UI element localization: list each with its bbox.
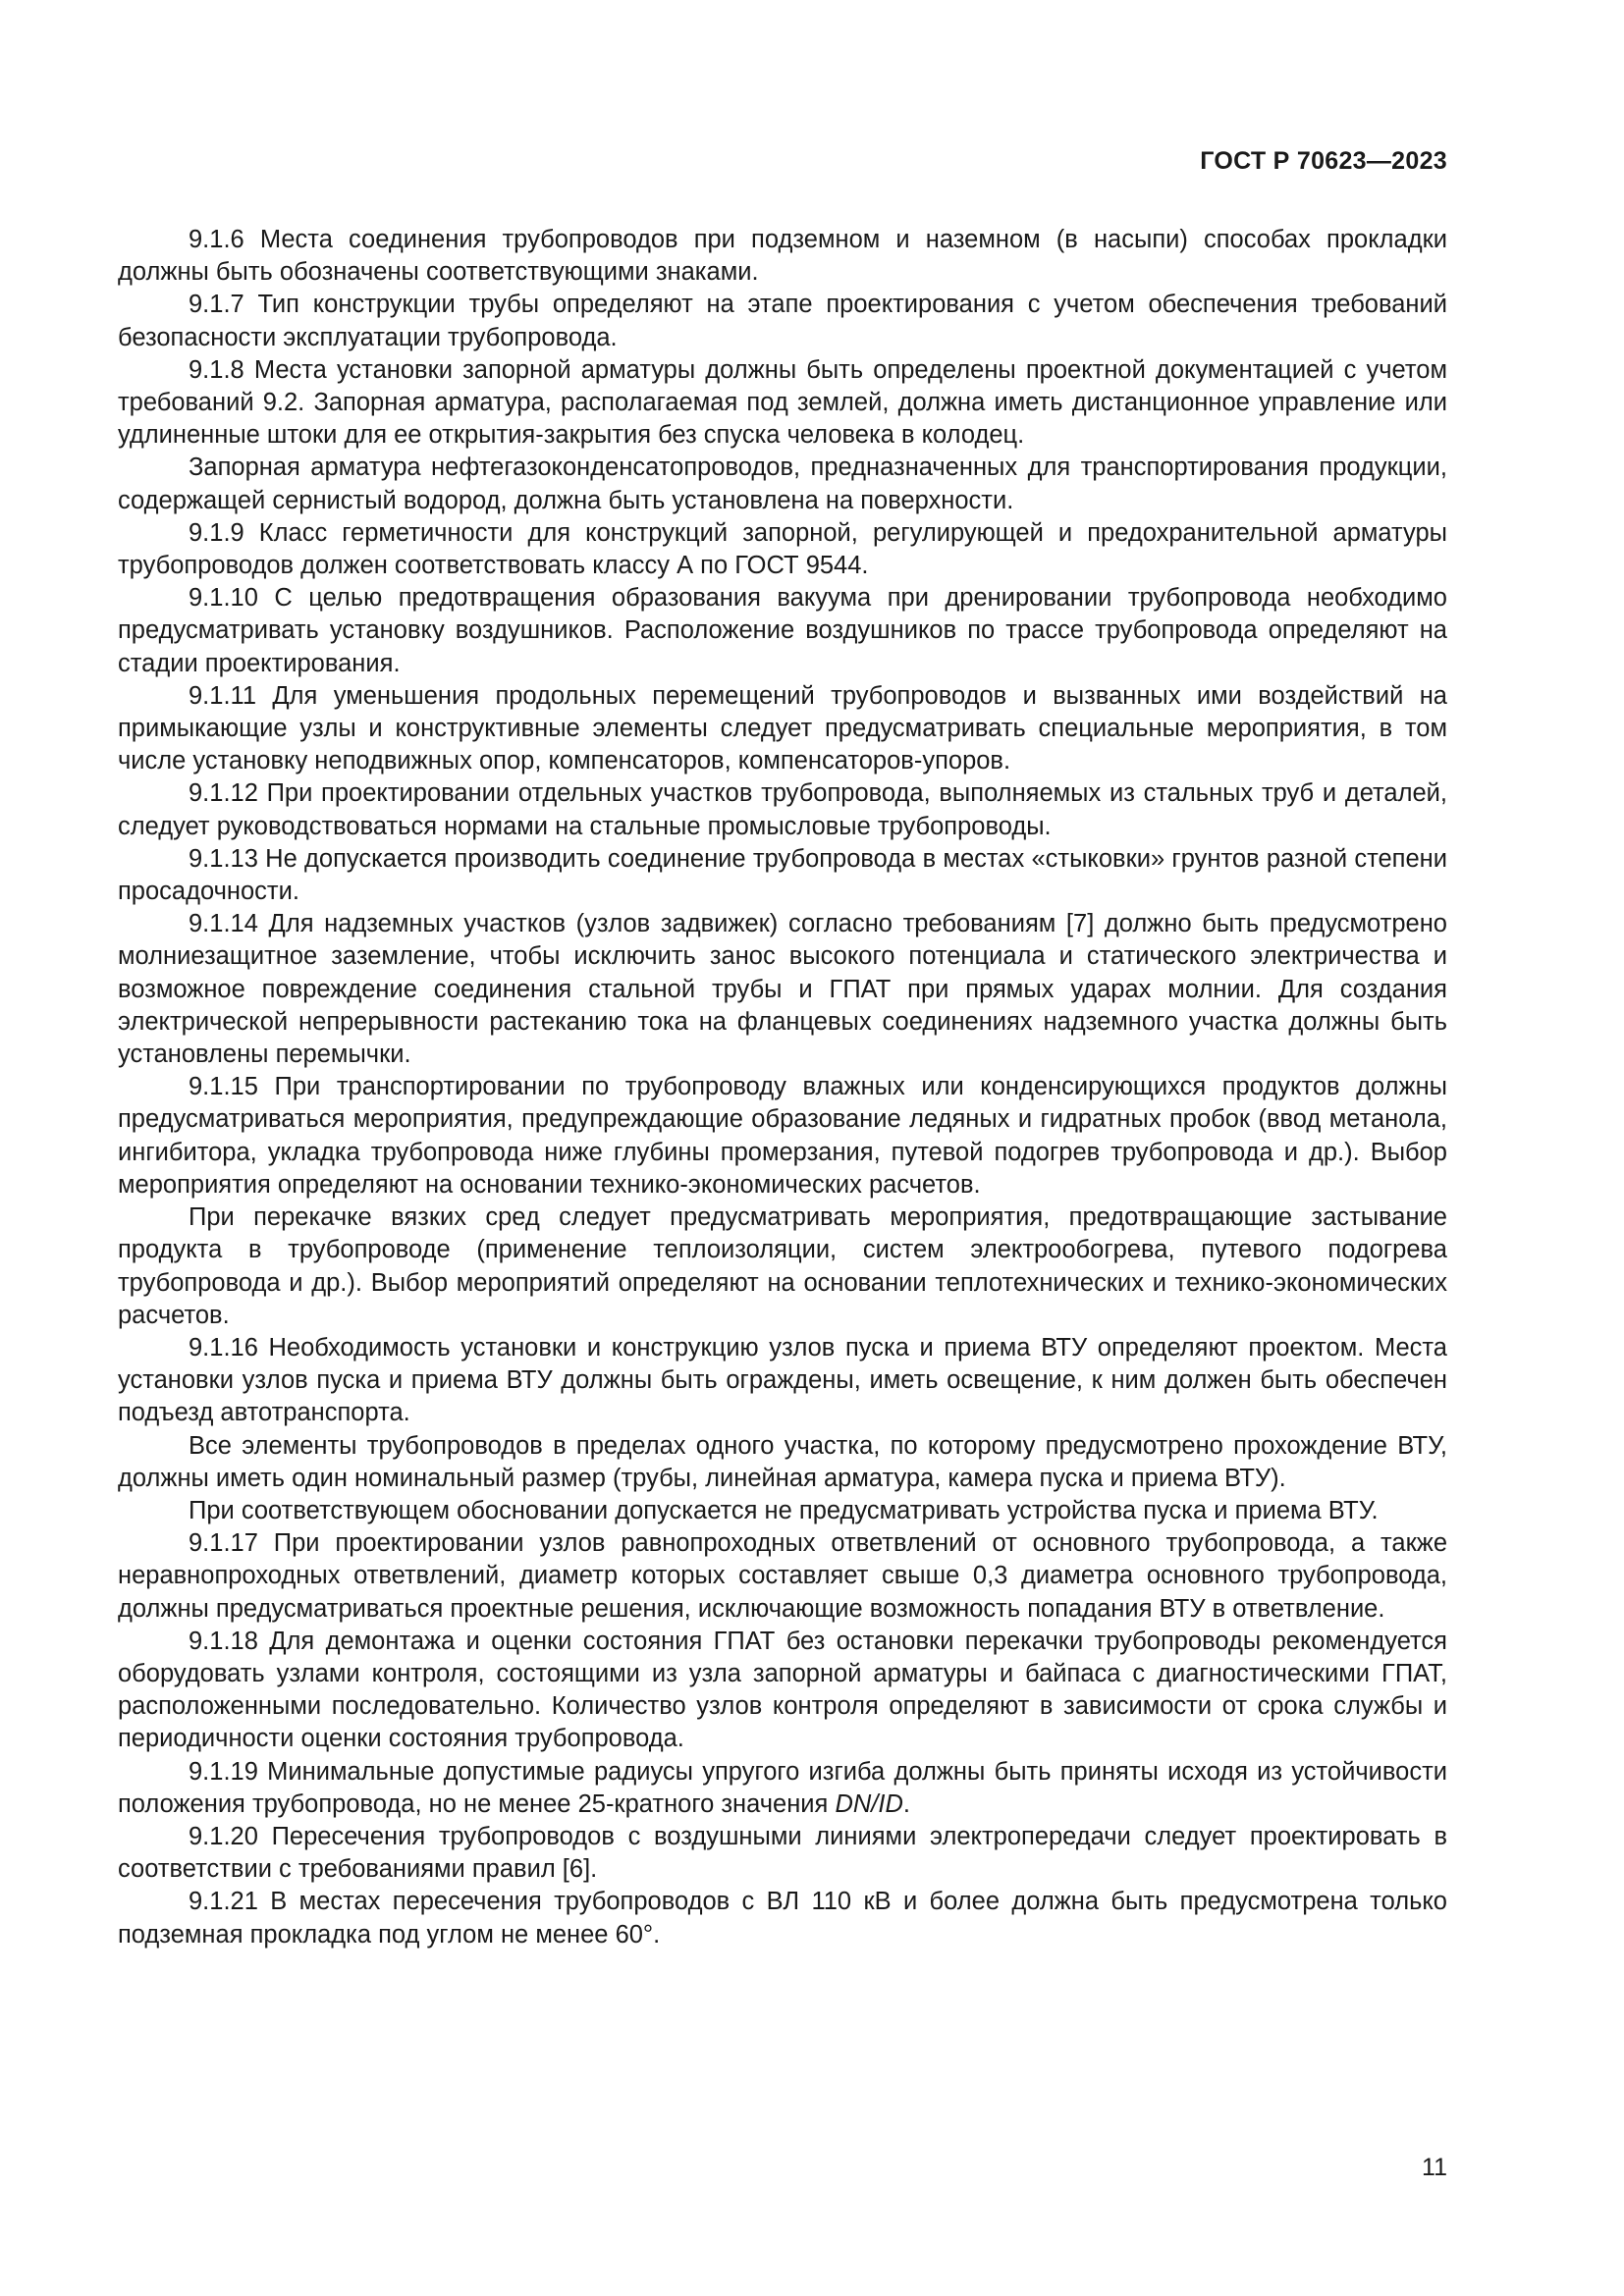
paragraph-9-1-9: 9.1.9 Класс герметичности для конструкций запорной, регулирующей и предохранительной арматуры трубопроводов должен соответствовать классу А по ГОСТ 9544.: [118, 518, 1447, 580]
paragraph-9-1-20: 9.1.20 Пересечения трубопроводов с воздушными линиями электропередачи следует проектировать в соответствии с требованиями правил [6].: [118, 1822, 1447, 1884]
paragraph-9-1-6: 9.1.6 Места соединения трубопроводов при подземном и наземном (в насыпи) способах прокладки должны быть обозначены соответствующими знаками.: [118, 226, 1447, 287]
paragraph-9-1-8-cont: Запорная арматура нефтегазоконденсатопроводов, предназначенных для транспортирования продукции, содержащей сернистый водород, должна быть установлена на поверхности.: [118, 454, 1447, 514]
paragraph-9-1-11: 9.1.11 Для уменьшения продольных перемещений трубопроводов и вызванных ими воздействий на примыкающие узлы и конструктивные элементы следует предусматривать специальные мероприятия, в том числе установку неподвижных опор, компенсаторов, компенсаторов-упоров.: [118, 681, 1447, 775]
page-number: 11: [1422, 2154, 1447, 2181]
paragraph-9-1-18: 9.1.18 Для демонтажа и оценки состояния ГПАТ без остановки перекачки трубопроводы рекомендуется оборудовать узлами контроля, состоящими из узла запорной арматуры и байпаса с диагностическими ГПАТ, расположенными последовательно. Количество узлов контроля определяют в зависимости от срока службы и периодичности оценки состояния трубопровода.: [118, 1627, 1447, 1753]
paragraph-9-1-16-cont-a: Все элементы трубопроводов в пределах одного участка, по которому предусмотрено прохождение ВТУ, должны иметь один номинальный размер (трубы, линейная арматура, камера пуска и приема ВТУ).: [118, 1431, 1447, 1492]
dn-id-term: DN/ID: [835, 1789, 903, 1818]
paragraph-9-1-21: 9.1.21 В местах пересечения трубопроводов с ВЛ 110 кВ и более должна быть предусмотрена только подземная прокладка под углом не менее 60°.: [118, 1888, 1447, 1949]
paragraph-9-1-19-end: .: [902, 1789, 910, 1818]
paragraph-9-1-19-text: 9.1.19 Минимальные допустимые радиусы упругого изгиба должны быть приняты исходя из устойчивости положения трубопровода, но не менее 25-кратного значения: [118, 1757, 1447, 1818]
document-header-code: ГОСТ Р 70623—2023: [1200, 147, 1447, 175]
paragraph-9-1-19: [118, 1756, 1447, 1821]
paragraph-9-1-15: 9.1.15 При транспортировании по трубопроводу влажных или конденсирующихся продуктов должны предусматриваться мероприятия, предупреждающие образование ледяных и гидратных пробок (ввод метанола, ингибитора, укладка трубопровода ниже глубины промерзания, путевой подогрев трубопровода и др.). Выбор мероприятия определяют на основании технико-экономических расчетов.: [118, 1073, 1447, 1199]
paragraph-9-1-12: 9.1.12 При проектировании отдельных участков трубопровода, выполняемых из стальных труб и деталей, следует руководствоваться нормами на стальные промысловые трубопроводы.: [118, 779, 1447, 840]
paragraph-9-1-14: 9.1.14 Для надземных участков (узлов задвижек) согласно требованиям [7] должно быть предусмотрено молниезащитное заземление, чтобы исключить занос высокого потенциала и статического электричества и возможное повреждение соединения стальной трубы и ГПАТ при прямых ударах молнии. Для создания электрической непрерывности растеканию тока на фланцевых соединениях надземного участка должны быть установлены перемычки.: [118, 910, 1447, 1069]
paragraph-9-1-13: 9.1.13 Не допускается производить соединение трубопровода в местах «стыковки» грунтов разной степени просадочности.: [118, 844, 1447, 906]
paragraph-9-1-15-cont: При перекачке вязких сред следует предусматривать мероприятия, предотвращающие застывание продукта в трубопроводе (применение теплоизоляции, систем электрообогрева, путевого подогрева трубопровода и др.). Выбор мероприятий определяют на основании теплотехнических и технико-экономических расчетов.: [118, 1203, 1447, 1329]
paragraph-9-1-16: 9.1.16 Необходимость установки и конструкцию узлов пуска и приема ВТУ определяют проектом. Места установки узлов пуска и приема ВТУ должны быть ограждены, иметь освещение, к ним должен быть обеспечен подъезд автотранспорта.: [118, 1333, 1447, 1427]
document-body: [118, 224, 1447, 1951]
paragraph-9-1-10: 9.1.10 С целью предотвращения образования вакуума при дренировании трубопровода необходимо предусматривать установку воздушников. Расположение воздушников по трассе трубопровода определяют на стадии проектирования.: [118, 584, 1447, 677]
paragraph-9-1-7: 9.1.7 Тип конструкции трубы определяют на этапе проектирования с учетом обеспечения требований безопасности эксплуатации трубопровода.: [118, 291, 1447, 351]
paragraph-9-1-8: 9.1.8 Места установки запорной арматуры должны быть определены проектной документацией с учетом требований 9.2. Запорная арматура, располагаемая под землей, должна иметь дистанционное управление или удлиненные штоки для ее открытия-закрытия без спуска человека в колодец.: [118, 355, 1447, 450]
paragraph-9-1-17: 9.1.17 При проектировании узлов равнопроходных ответвлений от основного трубопровода, а также неравнопроходных ответвлений, диаметр которых составляет свыше 0,3 диаметра основного трубопровода, должны предусматриваться проектные решения, исключающие возможность попадания ВТУ в ответвление.: [118, 1529, 1447, 1623]
paragraph-9-1-16-cont-b: При соответствующем обосновании допускается не предусматривать устройства пуска и приема ВТУ.: [189, 1496, 1379, 1524]
